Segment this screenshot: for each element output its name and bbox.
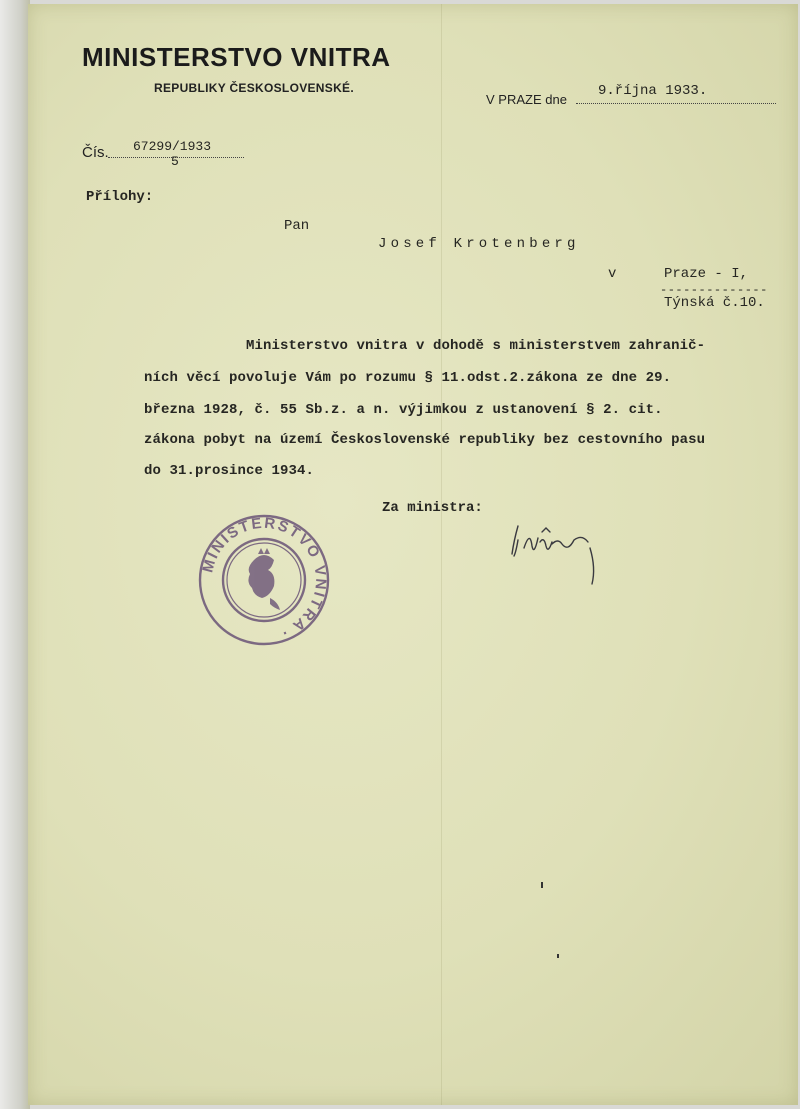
letterhead-title: MINISTERSTVO VNITRA: [82, 42, 391, 72]
body-line: Ministerstvo vnitra v dohodě s ministerstvem zahranič-: [246, 338, 706, 354]
addressee-v: v: [608, 266, 617, 282]
paper-fold: [441, 4, 442, 1105]
body-line: zákona pobyt na území Československé republiky bez cestovního pasu: [144, 432, 706, 448]
body-line: března 1928, č. 55 Sb.z. a n. výjimkou z ustanovení § 2. cit.: [144, 402, 663, 418]
paper-speck: [541, 882, 543, 888]
addressee-underline: --------------: [660, 283, 768, 297]
date-dotted-line: [576, 103, 776, 104]
body-line: do 31.prosince 1934.: [144, 463, 315, 479]
letter-date: 9.října 1933.: [598, 83, 708, 99]
reference-sub-number: 5: [171, 154, 179, 169]
addressee-salutation: Pan: [284, 218, 310, 234]
scan-margin: [0, 0, 30, 1109]
ministry-seal-stamp: [196, 512, 332, 648]
paper-speck: [557, 954, 559, 958]
document-page: [28, 4, 798, 1105]
reference-label: Čís.: [82, 144, 109, 161]
reference-number: 67299/1933: [133, 139, 212, 154]
addressee-name: Josef Krotenberg: [378, 236, 580, 252]
addressee-city: Praze - I,: [664, 266, 749, 282]
svg-text:MINISTERSTVO VNITRA ·: MINISTERSTVO VNITRA ·: [199, 514, 330, 643]
attachments-label: Přílohy:: [86, 189, 154, 205]
signature-label: Za ministra:: [382, 500, 483, 516]
body-line: ních věcí povoluje Vám po rozumu § 11.odst.2.zákona ze dne 29.: [144, 370, 672, 386]
handwritten-signature: [504, 518, 614, 594]
addressee-street: Týnská č.10.: [664, 295, 765, 311]
letterhead-subtitle: REPUBLIKY ČESKOSLOVENSKÉ.: [154, 81, 354, 95]
place-label: V PRAZE dne: [486, 92, 567, 107]
